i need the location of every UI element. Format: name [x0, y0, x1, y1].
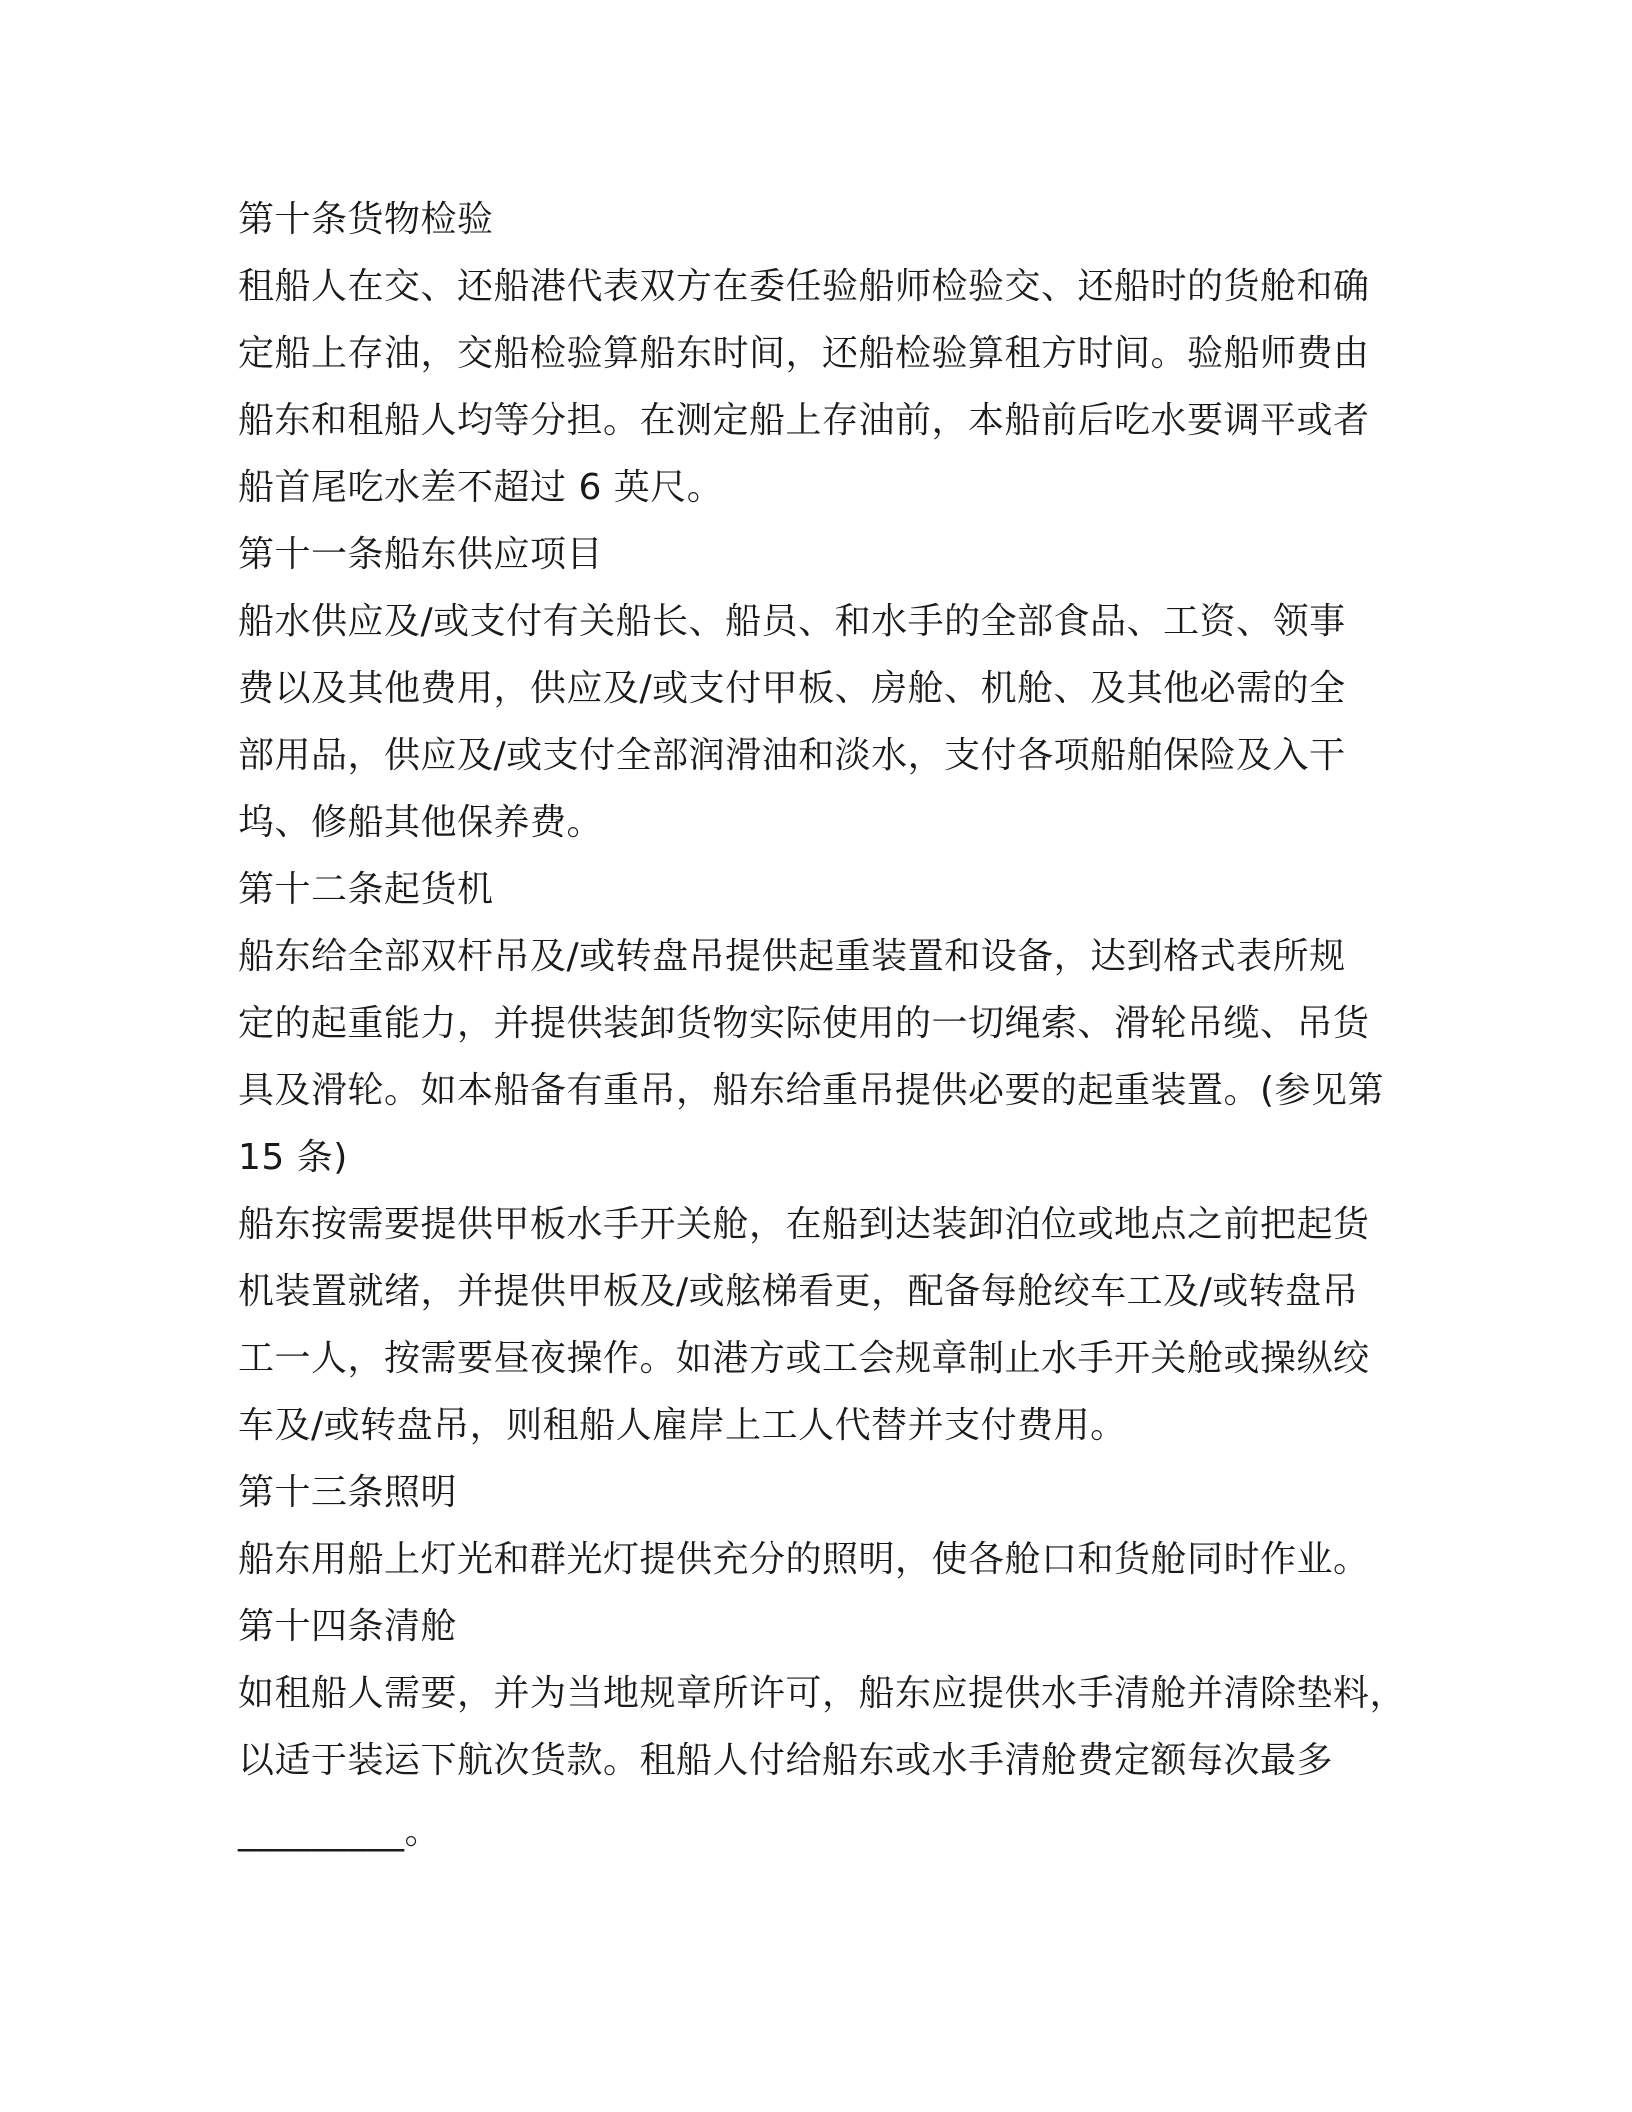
- paragraph-line: 租船人在交、还船港代表双方在委任验船师检验交、还船时的货舱和确: [238, 266, 1370, 307]
- heading-article-12: 第十二条起货机: [238, 869, 494, 910]
- heading-article-10: 第十条货物检验: [238, 199, 494, 240]
- document-page: [238, 186, 1407, 1865]
- paragraph-line: 船水供应及/或支付有关船长、船员、和水手的全部食品、工资、领事: [238, 601, 1346, 642]
- paragraph-line: 船东按需要提供甲板水手开关舱，在船到达装卸泊位或地点之前把起货: [238, 1204, 1370, 1245]
- paragraph-line: 机装置就绪，并提供甲板及/或舷梯看更，配备每舱绞车工及/或转盘吊: [238, 1271, 1359, 1312]
- paragraph-line: 定船上存油，交船检验算船东时间，还船检验算租方时间。验船师费由: [238, 333, 1370, 374]
- paragraph-line: 船首尾吃水差不超过 6 英尺。: [238, 467, 724, 508]
- paragraph-line: 具及滑轮。如本船备有重吊，船东给重吊提供必要的起重装置。(参见第: [238, 1070, 1385, 1111]
- fill-in-blank-line: _________。: [238, 1811, 442, 1852]
- paragraph-line: 工一人，按需要昼夜操作。如港方或工会规章制止水手开关舱或操纵绞: [238, 1338, 1370, 1379]
- heading-article-11: 第十一条船东供应项目: [238, 534, 604, 575]
- heading-article-13: 第十三条照明: [238, 1472, 458, 1513]
- paragraph-line: 如租船人需要，并为当地规章所许可，船东应提供水手清舱并清除垫料，: [238, 1673, 1407, 1714]
- paragraph-line: 部用品，供应及/或支付全部润滑油和淡水，支付各项船舶保险及入干: [238, 735, 1346, 776]
- paragraph-line: 坞、修船其他保养费。: [238, 802, 604, 843]
- paragraph-line: 船东和租船人均等分担。在测定船上存油前，本船前后吃水要调平或者: [238, 400, 1370, 441]
- paragraph-line: 费以及其他费用，供应及/或支付甲板、房舱、机舱、及其他必需的全: [238, 668, 1346, 709]
- paragraph-line: 15 条): [238, 1137, 348, 1178]
- paragraph-line: 船东用船上灯光和群光灯提供充分的照明，使各舱口和货舱同时作业。: [238, 1539, 1370, 1580]
- heading-article-14: 第十四条清舱: [238, 1606, 458, 1647]
- paragraph-line: 船东给全部双杆吊及/或转盘吊提供起重装置和设备，达到格式表所规: [238, 936, 1346, 977]
- paragraph-line: 车及/或转盘吊，则租船人雇岸上工人代替并支付费用。: [238, 1405, 1127, 1446]
- paragraph-line: 以适于装运下航次货款。租船人付给船东或水手清舱费定额每次最多: [238, 1740, 1334, 1781]
- paragraph-line: 定的起重能力，并提供装卸货物实际使用的一切绳索、滑轮吊缆、吊货: [238, 1003, 1370, 1044]
